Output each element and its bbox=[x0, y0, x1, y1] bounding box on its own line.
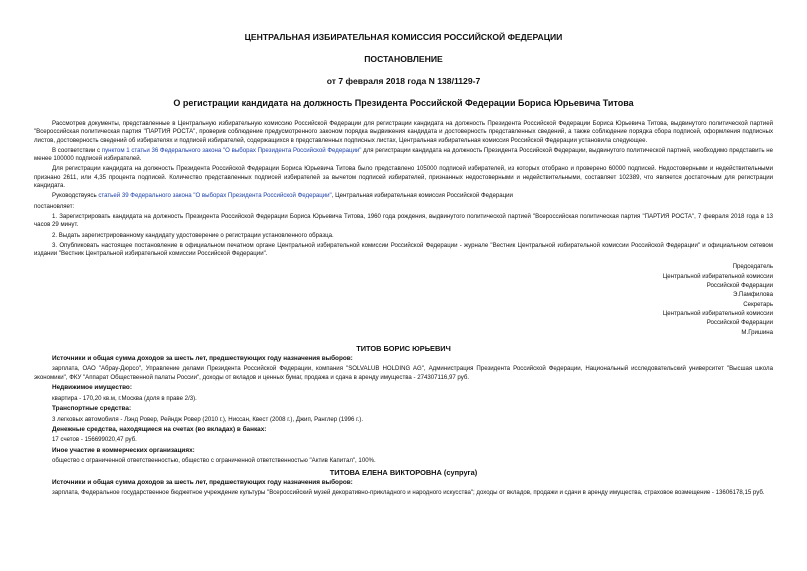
candidate-property-heading: Недвижимое имущество: bbox=[52, 384, 132, 392]
candidate-business-heading: Иное участие в коммерческих организациях: bbox=[52, 446, 195, 454]
secretary-title: Секретарь bbox=[743, 300, 773, 308]
paragraph-guided-by bbox=[34, 192, 773, 200]
document-body bbox=[34, 120, 773, 258]
paragraph-text: Руководствуясь bbox=[52, 192, 99, 200]
chair-name: Э.Памфилова bbox=[732, 291, 773, 299]
candidate-name-heading: ТИТОВ БОРИС ЮРЬЕВИЧ bbox=[356, 343, 451, 353]
paragraph-text: для регистрации кандидата на должность Президента Российской Федерации, выдвинутого политической партией, необходимо представить не менее 100000 подписей избирателей. bbox=[34, 146, 773, 163]
document-title: О регистрации кандидата на должность Президента Российской Федерации Бориса Юрьевича Титова bbox=[173, 98, 634, 108]
spouse-name-heading: ТИТОВА ЕЛЕНА ВИКТОРОВНА (супруга) bbox=[329, 467, 478, 477]
document-date-number: от 7 февраля 2018 года N 138/1129-7 bbox=[326, 76, 481, 86]
spouse-income-text: зарплата, Федеральное государственное бюджетное учреждение культуры "Всероссийский музей декоративно-прикладного и народного искусства"; доходы от вкладов, продажи и сдачи в аренду имущества, страховое возмещение - 13606178,15 руб. bbox=[52, 489, 765, 497]
paragraph-law-requirement bbox=[34, 147, 773, 164]
chair-country-line: Российской Федерации bbox=[706, 282, 773, 290]
issuing-organization: ЦЕНТРАЛЬНАЯ ИЗБИРАТЕЛЬНАЯ КОМИССИЯ РОССИЙСКОЙ ФЕДЕРАЦИИ bbox=[244, 32, 563, 42]
candidate-vehicles-heading: Транспортные средства: bbox=[52, 404, 132, 412]
paragraph-signatures-count: Для регистрации кандидата на должность Президента Российской Федерации Бориса Юрьевича Титова было представлено 105000 подписей избирателей, из которых отобрано и проверено 60000 подписей. Недостоверными и недействительными признано 2611, или 4,35 процента подписей. Количество представленных подписей избирателей за вычетом подписей избирателей, признанных недостоверными и недействительными, составляет 102389, что является достаточным для регистрации кандидата. bbox=[34, 165, 773, 190]
candidate-income-text: зарплата, ОАО "Абрау-Дюрсо", Управление делами Президента Российской Федерации, компания "SOLVALUB HOLDING AG", Администрация Президента Российской Федерации, Национальный исследовательский университет "Высшая школа экономики", ФКУ "Аппарат Общественной палаты России", доходы от вкладов и ценных бумаг, продажа и сдача в аренду имущества - 274307116,97 руб. bbox=[34, 365, 773, 381]
spouse-income-heading: Источники и общая сумма доходов за шесть лет, предшествующих году назначения выборов: bbox=[52, 478, 353, 486]
chair-title: Председатель bbox=[732, 263, 773, 271]
secretary-org-line: Центральной избирательной комиссии bbox=[662, 309, 773, 317]
chair-org-line: Центральной избирательной комиссии bbox=[662, 272, 773, 280]
law-article-36-link[interactable]: пунктом 1 статьи 36 Федерального закона "О выборах Президента Российской Федерации" bbox=[101, 146, 362, 154]
paragraph-text: , Центральная избирательная комиссия Российской Федерации bbox=[331, 192, 513, 200]
paragraph-considered: Рассмотрев документы, представленные в Центральную избирательную комиссию Российской Федерации для регистрации кандидата на должность Президента Российской Федерации Бориса Юрьевича Титова, выдвинутого политической партией "Всероссийская политическая партия "ПАРТИЯ РОСТА", проверив соблюдение предусмотренного законом порядка выдвижения кандидата и достоверность представленных сведений, а также соблюдение порядка сбора подписей, оформления подписных листов, достоверность сведений об избирателях и подписей избирателей, содержащихся в представленных подписных листах, Центральная избирательная комиссия Российской Федерации установила следующее. bbox=[34, 120, 773, 144]
law-article-39-link[interactable]: статьей 39 Федерального закона "О выборах Президента Российской Федерации" bbox=[98, 192, 332, 200]
candidate-vehicles-text: 3 легковых автомобиля - Лэнд Ровер, Рейндж Ровер (2010 г.), Ниссан, Квест (2008 г.), Джип, Ранглер (1996 г.). bbox=[52, 415, 364, 423]
candidate-property-text: квартира - 170,20 кв.м, г.Москва (доля в праве 2/3). bbox=[52, 394, 197, 402]
resolution-item-1: 1. Зарегистрировать кандидата на должность Президента Российской Федерации Бориса Юрьевича Титова, 1960 года рождения, выдвинутого политической партией "Всероссийская политическая партия "ПАРТИЯ РОСТА", 7 февраля 2018 года в 13 часов 29 минут. bbox=[34, 212, 773, 229]
secretary-country-line: Российской Федерации bbox=[706, 319, 773, 327]
paragraph-text: В соответствии с bbox=[52, 146, 102, 154]
resolution-item-2: 2. Выдать зарегистрированному кандидату удостоверение о регистрации установленного образца. bbox=[52, 231, 334, 239]
document-type: ПОСТАНОВЛЕНИЕ bbox=[364, 54, 443, 64]
decides-label: постановляет: bbox=[34, 202, 75, 210]
candidate-income-heading: Источники и общая сумма доходов за шесть лет, предшествующих году назначения выборов: bbox=[52, 354, 353, 362]
candidate-cash-text: 17 счетов - 156699020,47 руб. bbox=[52, 436, 137, 444]
secretary-name: М.Гришина bbox=[741, 328, 773, 336]
signature-block bbox=[34, 262, 773, 336]
candidate-cash-heading: Денежные средства, находящиеся на счетах (во вкладах) в банках: bbox=[52, 425, 267, 433]
resolution-item-3: 3. Опубликовать настоящее постановление в официальном печатном органе Центральной избирательной комиссии Российской Федерации - журнале "Вестник Центральной избирательной комиссии Российской Федерации" и официальном сетевом издании "Вестник Центральной избирательной комиссии Российской Федерации". bbox=[34, 241, 773, 258]
candidate-business-text: общество с ограниченной ответственностью, общество с ограниченной ответственностью "Актив Капитал", 100%. bbox=[52, 457, 376, 465]
